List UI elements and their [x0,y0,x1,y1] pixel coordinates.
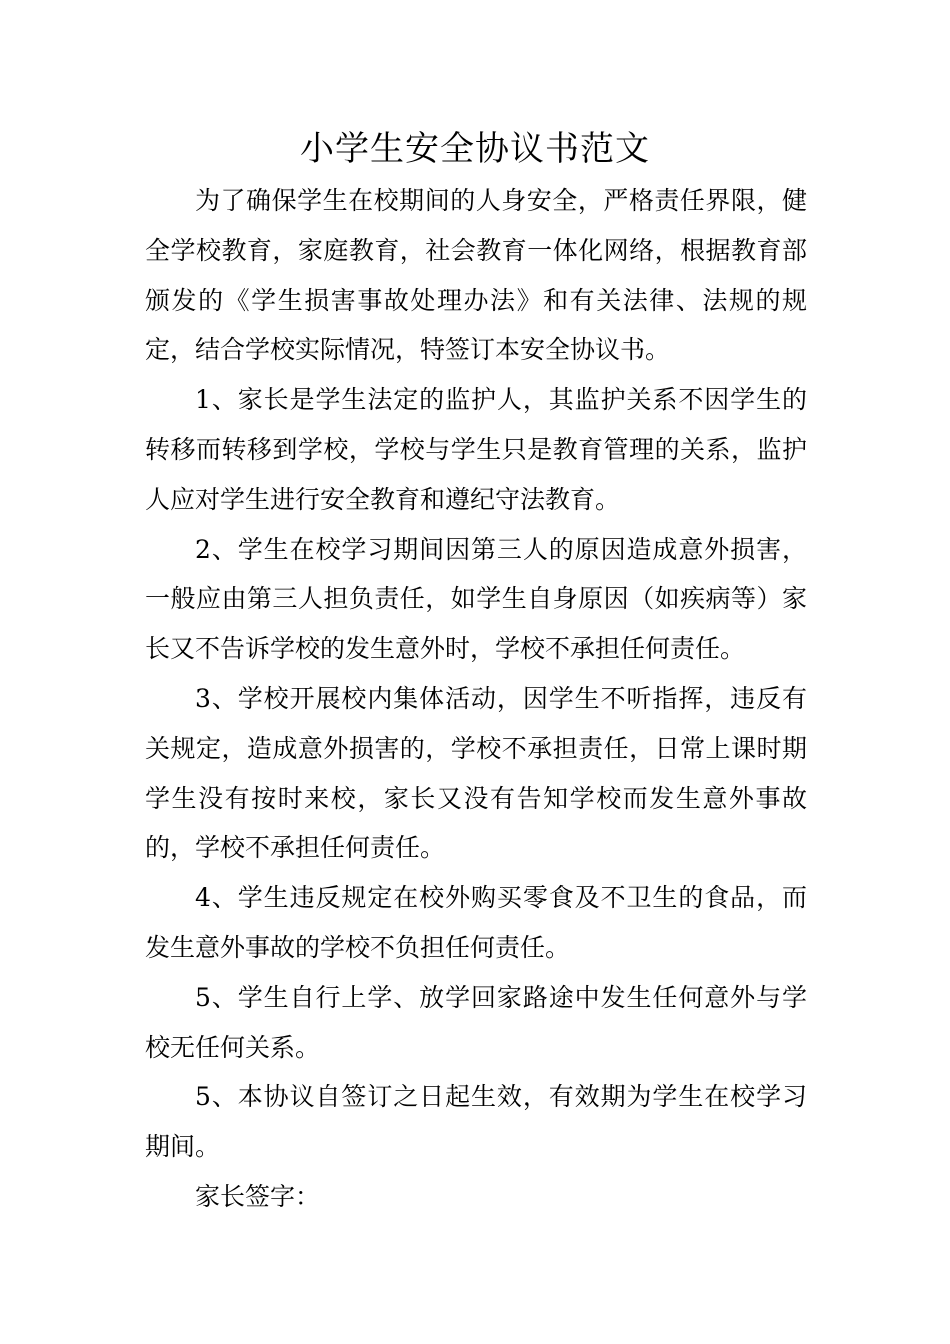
clause-4-paragraph: 4、学生违反规定在校外购买零食及不卫生的食品，而发生意外事故的学校不负担任何责任。 [145,883,807,962]
clause-3-paragraph: 3、学校开展校内集体活动，因学生不听指挥，违反有关规定，造成意外损害的，学校不承担责任，日常上课时期学生没有按时来校，家长又没有告知学校而发生意外事故的，学校不承担任何责任。 [145,683,807,863]
parent-signature-label: 家长签字： [195,1181,321,1211]
intro-paragraph: 为了确保学生在校期间的人身安全，严格责任界限，健全学校教育，家庭教育，社会教育一体化网络，根据教育部颁发的《学生损害事故处理办法》和有关法律、法规的规定，结合学校实际情况，特签订本安全协议书。 [145,186,807,365]
clause-5-paragraph: 5、学生自行上学、放学回家路途中发生任何意外与学校无任何关系。 [145,982,807,1062]
document-body [145,176,807,1222]
clause-2-paragraph: 2、学生在校学习期间因第三人的原因造成意外损害，一般应由第三人担负责任，如学生自身原因（如疾病等）家长又不告诉学校的发生意外时，学校不承担任何责任。 [145,534,807,664]
clause-1-paragraph: 1、家长是学生法定的监护人，其监护关系不因学生的转移而转移到学校，学校与学生只是教育管理的关系，监护人应对学生进行安全教育和遵纪守法教育。 [145,385,807,514]
clause-validity-paragraph: 5、本协议自签订之日起生效，有效期为学生在校学习期间。 [145,1082,807,1162]
document-title: 小学生安全协议书范文 [300,129,650,169]
